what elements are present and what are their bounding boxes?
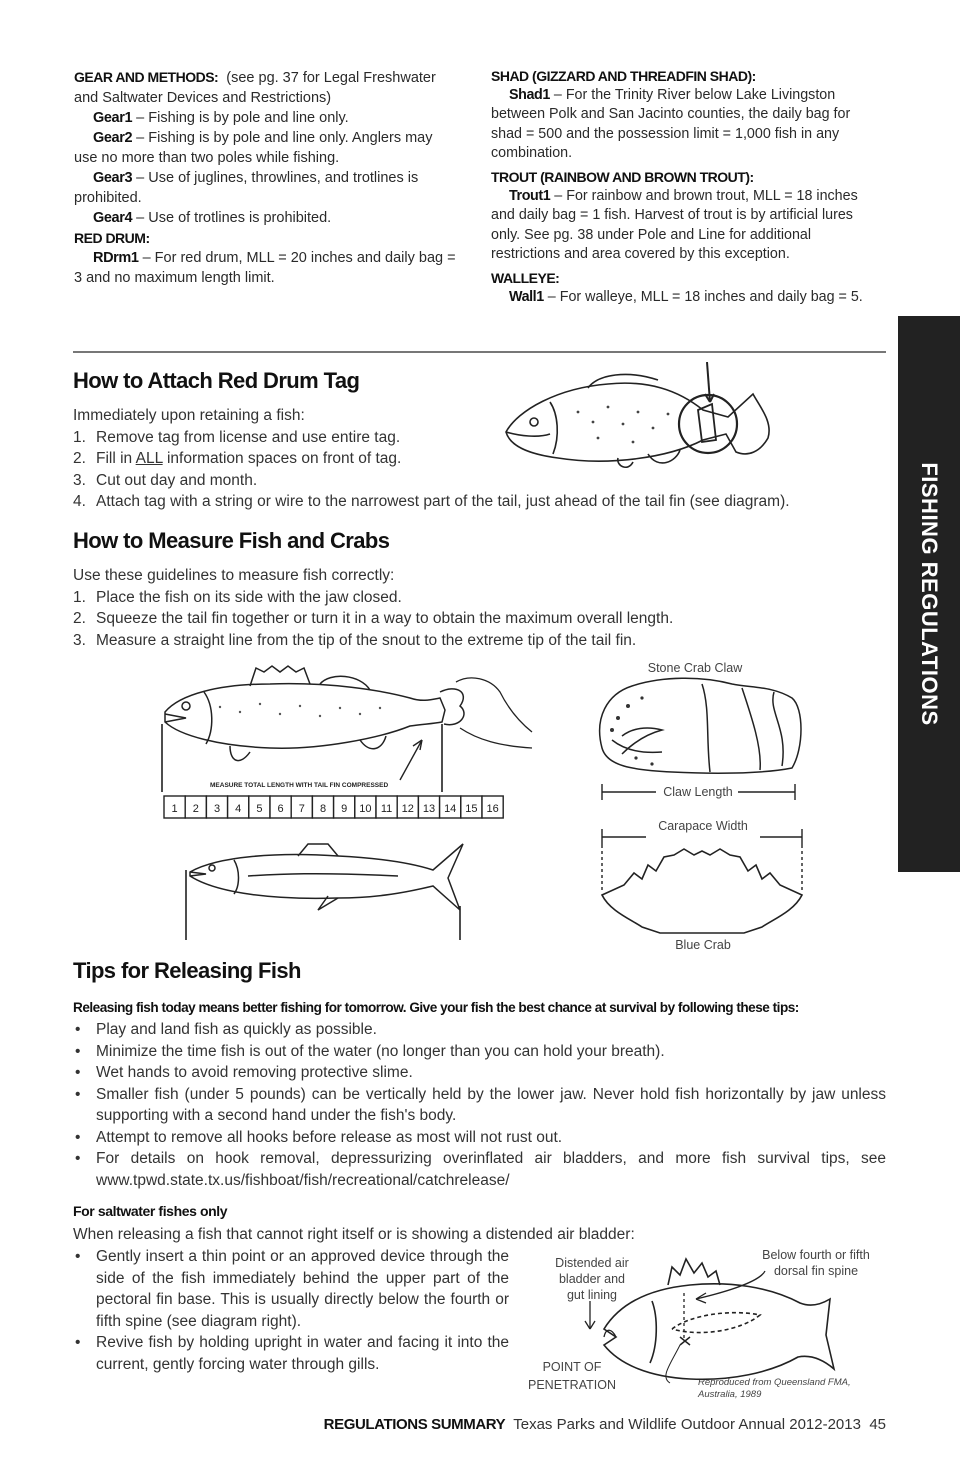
shad-heading: SHAD (GIZZARD AND THREADFIN SHAD): bbox=[491, 68, 756, 84]
release-tip-list bbox=[73, 1019, 886, 1191]
saltwater-intro: When releasing a fish that cannot right itself or is showing a distended air bladder: bbox=[73, 1226, 635, 1243]
red-drum-heading: RED DRUM: bbox=[74, 230, 150, 246]
release-lead: Releasing fish today means better fishing for tomorrow. Give your fish the best chance at survival by following these tips: bbox=[73, 1000, 799, 1015]
rule-gear1: Gear1 – Fishing is by pole and line only. bbox=[93, 110, 349, 126]
measure-title: How to Measure Fish and Crabs bbox=[73, 528, 390, 553]
bass-measure-illustration bbox=[160, 662, 540, 822]
ruler-number: 7 bbox=[298, 803, 305, 815]
attach-step: 4. Attach tag with a string or wire to the narrowest part of the tail, just ahead of the tail fin (see diagram). bbox=[73, 493, 790, 510]
mackerel-illustration bbox=[178, 836, 478, 946]
side-tab-label: FISHING REGULATIONS bbox=[917, 462, 942, 726]
saltwater-tip: • Revive fish by holding upright in water and facing it into the current, gently forcing water through gills. bbox=[73, 1332, 509, 1375]
spine-label-line: Below fourth or fifth bbox=[762, 1248, 870, 1262]
ruler-number: 11 bbox=[380, 803, 393, 815]
release-title: Tips for Releasing Fish bbox=[73, 958, 301, 983]
credit-label-line: Australia, 1989 bbox=[698, 1389, 762, 1400]
measure-step: 3. Measure a straight line from the tip of the snout to the extreme tip of the tail fin. bbox=[73, 631, 637, 649]
saltwater-tips bbox=[73, 1246, 509, 1375]
attach-title: How to Attach Red Drum Tag bbox=[73, 368, 360, 393]
rule-shad1: Shad1 – For the Trinity River below Lake Livingston between Polk and San Jacinto counties, the daily bag for shad = 500 and the possession limit = 1,000 fish in any combination. bbox=[491, 87, 851, 161]
ruler bbox=[164, 796, 503, 818]
stone-crab-claw-illustration bbox=[592, 658, 808, 803]
release-tip: • Smaller fish (under 5 pounds) can be vertically held by the lower jaw. Never hold fish horizontally by jaw unless supporting with a second hand under the fish's body. bbox=[73, 1084, 886, 1127]
bladder-label-line: Distended air bbox=[555, 1256, 629, 1270]
release-tip: • Minimize the time fish is out of the water (no longer than you can hold your breath). bbox=[73, 1041, 886, 1063]
rule-gear4: Gear4 – Use of trotlines is prohibited. bbox=[93, 210, 332, 226]
bladder-label-line: gut lining bbox=[566, 1288, 618, 1302]
saltwater-tip-list bbox=[73, 1246, 509, 1375]
ruler-number: 10 bbox=[359, 803, 372, 815]
left-rules-column bbox=[74, 67, 459, 288]
ruler-number: 13 bbox=[422, 803, 436, 815]
attach-step: 1. Remove tag from license and use entire tag. bbox=[73, 428, 401, 446]
spine-label bbox=[762, 1248, 870, 1278]
measure-step: 1. Place the fish on its side with the jaw closed. bbox=[73, 588, 402, 606]
footer-publication: Texas Parks and Wildlife Outdoor Annual 2012-2013 bbox=[513, 1416, 861, 1433]
red-drum-tag-illustration bbox=[498, 362, 783, 472]
ruler-number: 5 bbox=[256, 803, 263, 815]
bladder-label-line: bladder and bbox=[558, 1272, 626, 1286]
footer-section: REGULATIONS SUMMARY bbox=[323, 1416, 506, 1433]
gear-note: (see pg. 37 for Legal Freshwater and Saltwater Devices and Restrictions) bbox=[74, 70, 436, 106]
bladder-label bbox=[555, 1256, 629, 1302]
gear-heading: GEAR AND METHODS: bbox=[74, 69, 219, 85]
attach-step: 2. Fill in ALL information spaces on front of tag. bbox=[73, 450, 402, 467]
air-bladder-diagram bbox=[520, 1245, 890, 1403]
saltwater-tip: • Gently insert a thin point or an approved device through the side of the fish immediately behind the upper part of the pectoral fin base. This is usually directly below the fourth or fifth spine (see diagram right). bbox=[73, 1246, 509, 1332]
attach-intro: Immediately upon retaining a fish: bbox=[73, 407, 305, 424]
spine-label-line: dorsal fin spine bbox=[773, 1264, 859, 1278]
claw-length-label: Claw Length bbox=[663, 785, 733, 799]
measure-text bbox=[73, 565, 893, 651]
point-label-line: PENETRATION bbox=[528, 1378, 616, 1392]
right-rules-column bbox=[491, 67, 876, 307]
point-label-line: POINT OF bbox=[542, 1360, 602, 1374]
page-number: 45 bbox=[869, 1416, 886, 1433]
credit-label bbox=[697, 1377, 851, 1400]
rule-wall1: Wall1 – For walleye, MLL = 18 inches and daily bag = 5. bbox=[509, 289, 863, 306]
measure-steps bbox=[73, 587, 893, 652]
ruler-number: 16 bbox=[486, 803, 499, 815]
credit-label-line: Reproduced from Queensland FMA, bbox=[698, 1377, 851, 1388]
blue-crab-illustration bbox=[594, 815, 810, 955]
release-tip: • Attempt to remove all hooks before release as most will not rust out. bbox=[73, 1127, 886, 1149]
rule-gear3: Gear3 – Use of juglines, throwlines, and trotlines is prohibited. bbox=[74, 170, 419, 206]
point-label bbox=[528, 1360, 616, 1392]
section-divider bbox=[73, 351, 886, 353]
trout-heading: TROUT (RAINBOW AND BROWN TROUT): bbox=[491, 169, 754, 186]
ruler-number: 3 bbox=[213, 803, 221, 815]
rule-rdrm1: RDrm1 – For red drum, MLL = 20 inches and daily bag = 3 and no maximum length limit. bbox=[74, 250, 456, 286]
ruler-number: 9 bbox=[341, 803, 348, 815]
stone-crab-label: Stone Crab Claw bbox=[647, 661, 743, 675]
release-tip: • Play and land fish as quickly as possible. bbox=[73, 1019, 886, 1041]
ruler-number: 15 bbox=[465, 803, 478, 815]
release-tip: • Wet hands to avoid removing protective slime. bbox=[73, 1062, 886, 1084]
carapace-label: Carapace Width bbox=[658, 819, 748, 833]
measure-intro: Use these guidelines to measure fish correctly: bbox=[73, 567, 395, 584]
page-footer bbox=[324, 1416, 886, 1433]
rule-trout1: Trout1 – For rainbow and brown trout, MLL = 18 inches and daily bag = 1 fish. Harvest of trout is by artificial lures only. See pg. 38 under Pole and Line for additional restrictions and area covered by this exception. bbox=[491, 188, 858, 262]
ruler-number: 2 bbox=[192, 803, 199, 815]
saltwater-heading: For saltwater fishes only bbox=[73, 1203, 228, 1219]
ruler-caption: MEASURE TOTAL LENGTH WITH TAIL FIN COMPRESSED bbox=[210, 782, 389, 789]
ruler-number: 8 bbox=[319, 803, 327, 815]
attach-step: 3. Cut out day and month. bbox=[73, 471, 258, 489]
release-tip: • For details on hook removal, depressurizing overinflated air bladders, and more fish survival tips, see www.tpwd.state.tx.us/fishboat/fish/recreational/catchrelease/ bbox=[73, 1148, 886, 1191]
ruler-number: 1 bbox=[171, 803, 178, 815]
blue-crab-label: Blue Crab bbox=[675, 938, 731, 952]
ruler-number: 14 bbox=[444, 803, 457, 815]
walleye-heading: WALLEYE: bbox=[491, 270, 560, 287]
release-tips bbox=[73, 1019, 886, 1191]
ruler-number: 4 bbox=[235, 803, 242, 815]
measure-step: 2. Squeeze the tail fin together or turn it in a way to obtain the maximum overall length. bbox=[73, 610, 674, 627]
rule-gear2: Gear2 – Fishing is by pole and line only. Anglers may use no more than two poles while fishing. bbox=[74, 130, 433, 166]
side-tab bbox=[898, 316, 960, 872]
ruler-number: 6 bbox=[277, 803, 284, 815]
ruler-number: 12 bbox=[401, 803, 414, 815]
